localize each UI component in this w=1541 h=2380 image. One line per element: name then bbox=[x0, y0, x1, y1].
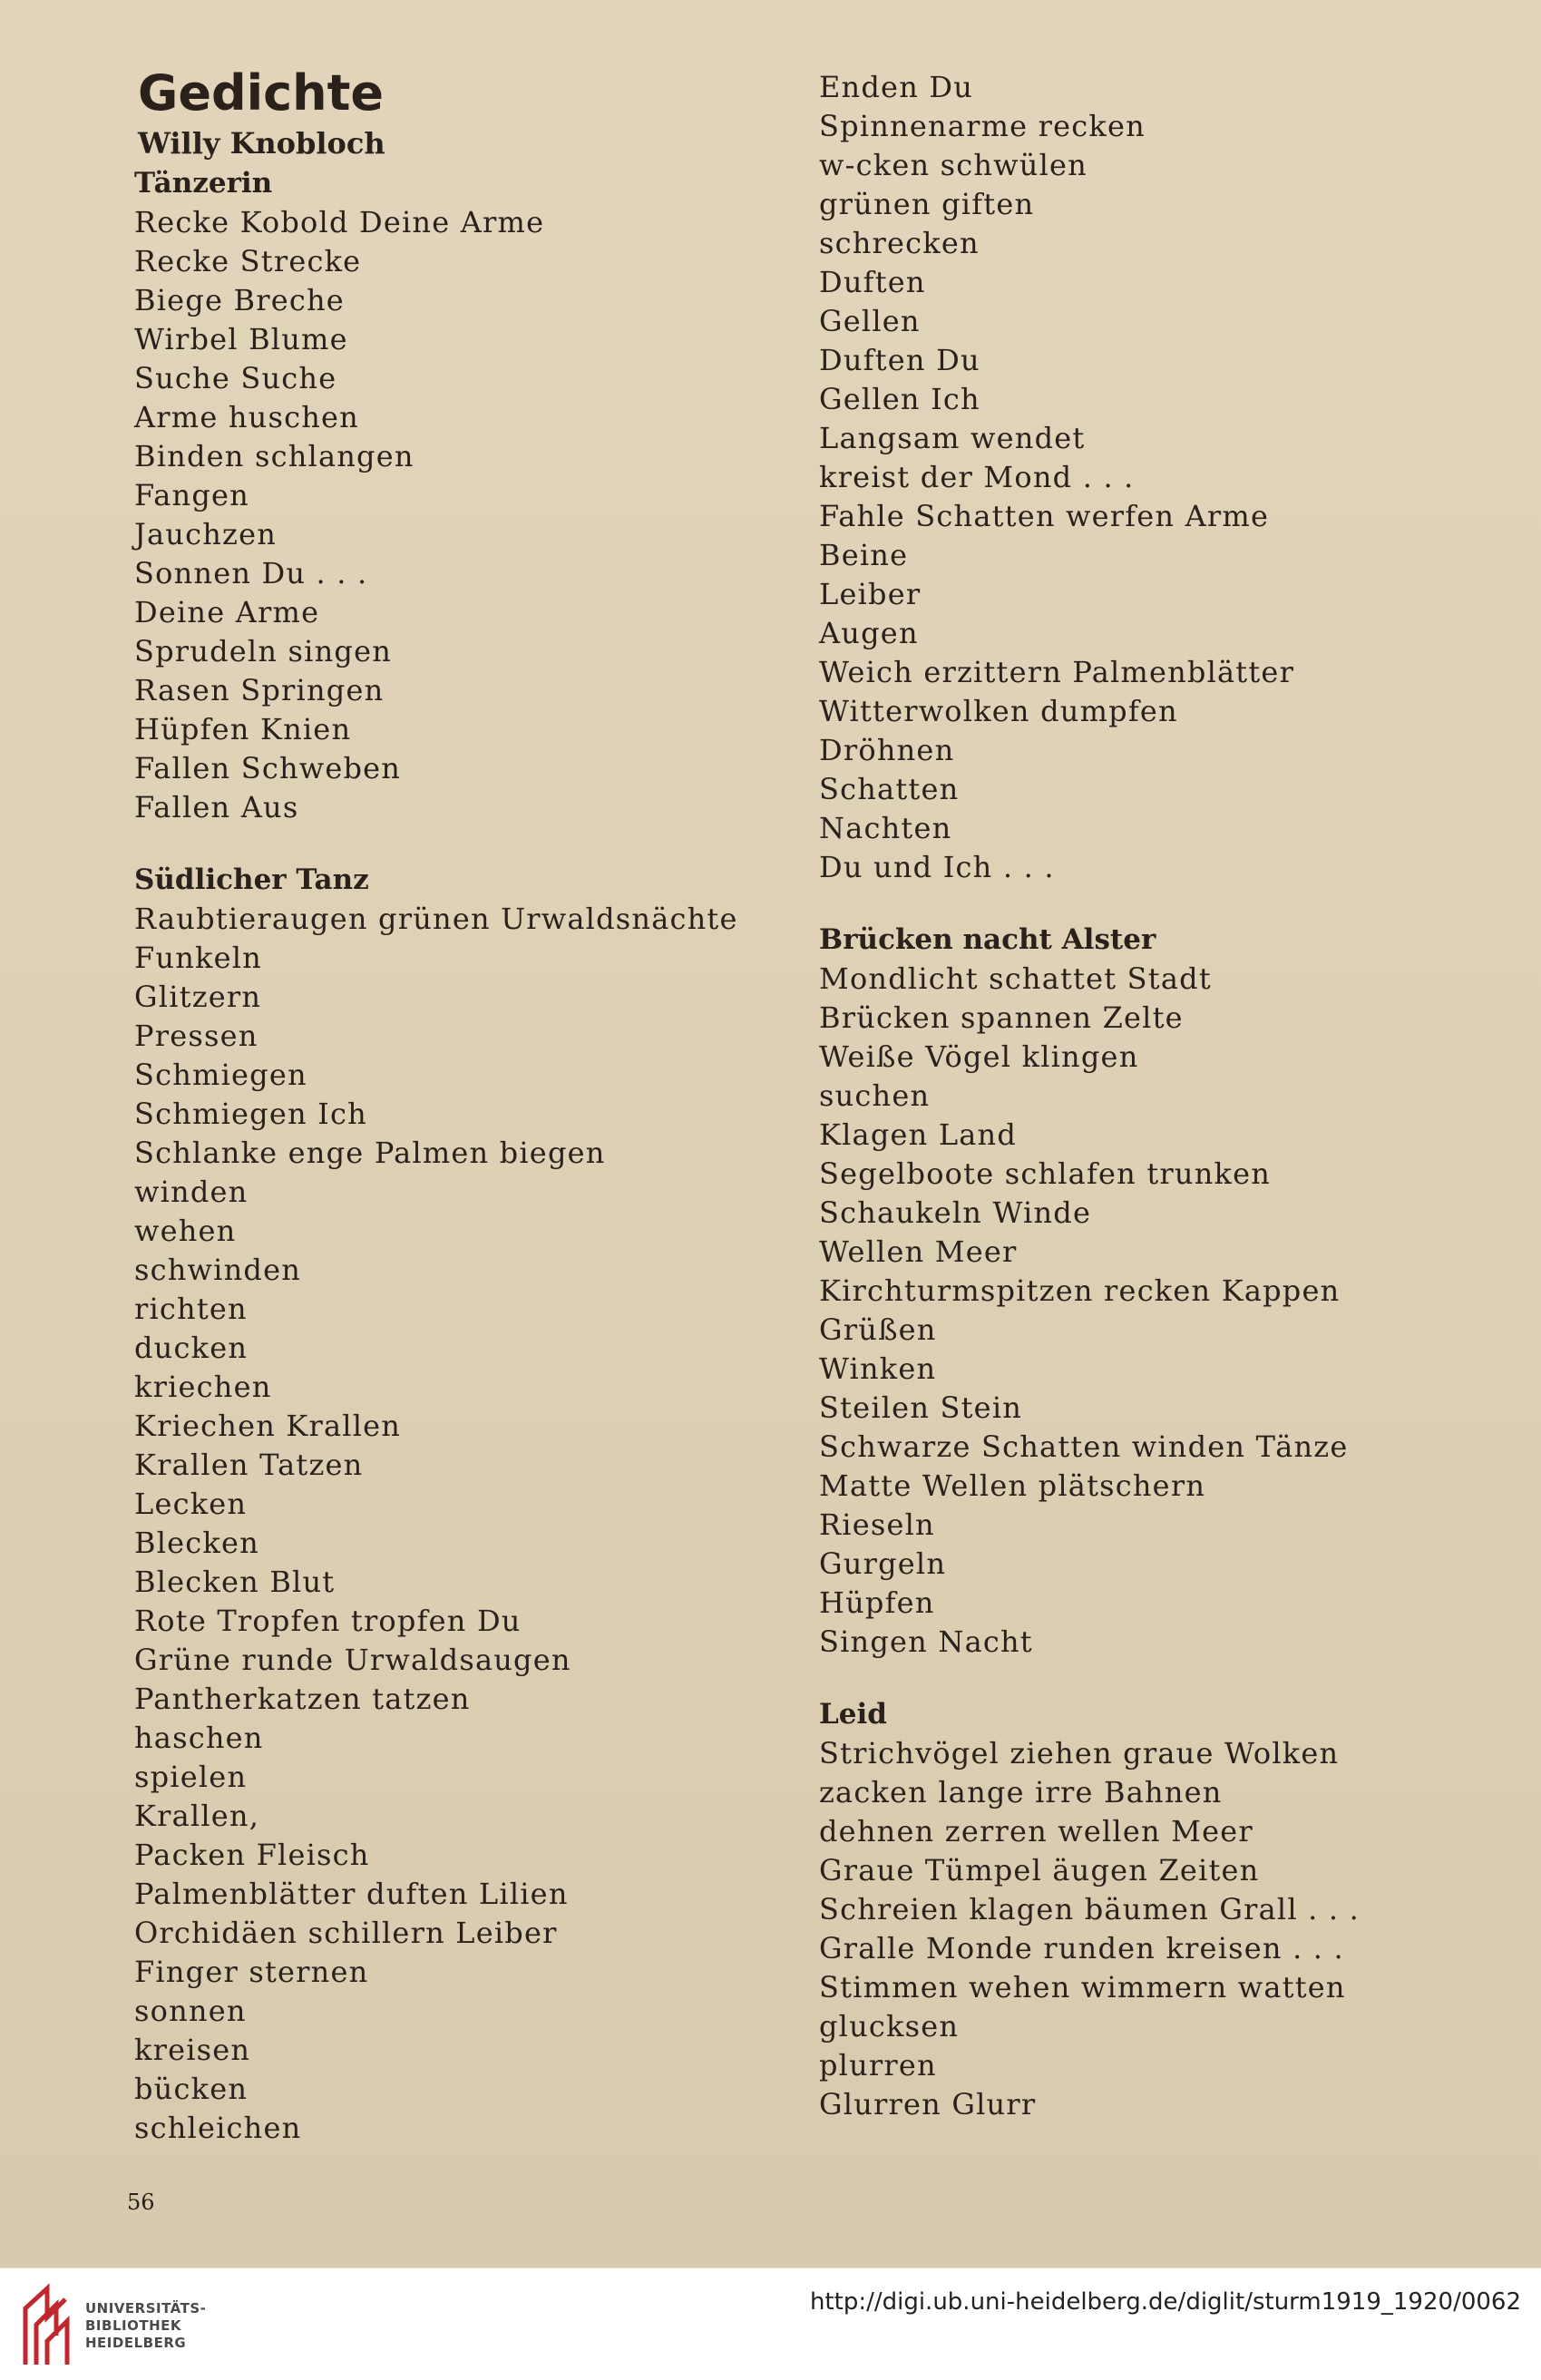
poem-line: Suche Suche bbox=[134, 361, 337, 395]
poem-lines bbox=[134, 900, 824, 2148]
poem-line: Jauchzen bbox=[134, 517, 278, 551]
poem-line: Weich erzittern Palmenblätter bbox=[819, 655, 1295, 689]
poem-line: Schmiegen Ich bbox=[134, 1097, 367, 1131]
library-name-line: UNIVERSITÄTS- bbox=[85, 2299, 207, 2317]
poem-title: Tänzerin bbox=[134, 167, 273, 200]
poem-line: Schreien klagen bäumen Grall . . . bbox=[819, 1892, 1361, 1926]
poem-line: Krallen, bbox=[134, 1799, 260, 1833]
poem-line: Gellen bbox=[819, 304, 921, 338]
poem-line: kriechen bbox=[134, 1370, 272, 1404]
poem-line: schleichen bbox=[134, 2111, 302, 2145]
poem-line: Funkeln bbox=[134, 941, 262, 975]
poem-bruecken-nacht-alster bbox=[819, 920, 1508, 1662]
poem-title: Südlicher Tanz bbox=[134, 863, 369, 896]
poem-line: Matte Wellen plätschern bbox=[819, 1468, 1206, 1503]
poem-lines bbox=[819, 1734, 1508, 2124]
poem-line: Hüpfen Knien bbox=[134, 712, 352, 746]
poem-line: Duften bbox=[819, 265, 926, 299]
poem-line: Schwarze Schatten winden Tänze bbox=[819, 1429, 1349, 1464]
poem-line: Mondlicht schattet Stadt bbox=[819, 961, 1212, 996]
poem-line: Wellen Meer bbox=[819, 1234, 1018, 1269]
poem-line: Palmenblätter duften Lilien bbox=[134, 1877, 569, 1911]
poem-line: Kirchturmspitzen recken Kappen bbox=[819, 1273, 1341, 1308]
poem-line: Nachten bbox=[819, 811, 952, 845]
poem-line: Kriechen Krallen bbox=[134, 1409, 402, 1443]
poem-line: Spinnenarme recken bbox=[819, 109, 1146, 143]
poem-line: Gellen Ich bbox=[819, 382, 980, 416]
poem-taenzerin bbox=[134, 163, 824, 827]
poem-line: Orchidäen schillern Leiber bbox=[134, 1916, 558, 1950]
ub-heidelberg-logo-icon bbox=[20, 2281, 74, 2370]
page-number: 56 bbox=[127, 2190, 155, 2215]
poem-line: Arme huschen bbox=[134, 400, 359, 434]
poem-line: Klagen Land bbox=[819, 1117, 1018, 1152]
poem-line: richten bbox=[134, 1292, 248, 1326]
poem-line: Schlanke enge Palmen biegen bbox=[134, 1136, 606, 1170]
poem-line: spielen bbox=[134, 1760, 248, 1794]
library-name bbox=[85, 2300, 206, 2352]
poem-line: Blecken Blut bbox=[134, 1565, 336, 1599]
poem-line: schrecken bbox=[819, 226, 980, 260]
poem-line: Du und Ich . . . bbox=[819, 850, 1055, 884]
right-column bbox=[819, 68, 1508, 2124]
poem-line: Enden Du bbox=[819, 70, 974, 104]
poem-lines bbox=[819, 68, 1508, 887]
poem-line: Blecken bbox=[134, 1526, 259, 1560]
poem-line: Singen Nacht bbox=[819, 1624, 1033, 1659]
poem-line: haschen bbox=[134, 1721, 264, 1755]
poem-title: Leid bbox=[819, 1698, 887, 1731]
poem-line: Witterwolken dumpfen bbox=[819, 694, 1178, 728]
poem-line: Duften Du bbox=[819, 343, 980, 377]
poem-line: Stimmen wehen wimmern watten bbox=[819, 1970, 1346, 2004]
poem-line: Finger sternen bbox=[134, 1955, 369, 1989]
poem-line: w-cken schwülen bbox=[819, 148, 1087, 182]
poem-line: kreist der Mond . . . bbox=[819, 460, 1135, 494]
poem-line: Sonnen Du . . . bbox=[134, 556, 368, 590]
poem-line: Beine bbox=[819, 538, 909, 572]
poem-line: winden bbox=[134, 1175, 249, 1209]
poem-line: Lecken bbox=[134, 1487, 248, 1521]
poem-lines bbox=[134, 203, 824, 827]
poem-line: Strichvögel ziehen graue Wolken bbox=[819, 1736, 1340, 1770]
poem-line: Leiber bbox=[819, 577, 922, 611]
poem-line: suchen bbox=[819, 1078, 931, 1113]
poem-line: glucksen bbox=[819, 2009, 960, 2043]
poem-line: Grüßen bbox=[819, 1312, 937, 1347]
page-title: Gedichte bbox=[138, 64, 385, 122]
poem-line: Fallen Aus bbox=[134, 790, 299, 824]
poem-line: Glurren Glurr bbox=[819, 2087, 1037, 2122]
poem-line: Packen Fleisch bbox=[134, 1838, 370, 1872]
poem-line: Segelboote schlafen trunken bbox=[819, 1156, 1272, 1191]
poem-line: Schaukeln Winde bbox=[819, 1195, 1092, 1230]
poem-line: Raubtieraugen grünen Urwaldsnächte bbox=[134, 902, 738, 936]
library-name-line: HEIDELBERG bbox=[85, 2334, 187, 2351]
poem-line: Dröhnen bbox=[819, 733, 955, 767]
poem-continuation bbox=[819, 68, 1508, 887]
poem-line: Rote Tropfen tropfen Du bbox=[134, 1604, 522, 1638]
poem-line: Grüne runde Urwaldsaugen bbox=[134, 1643, 571, 1677]
poem-leid bbox=[819, 1694, 1508, 2124]
poem-line: Deine Arme bbox=[134, 595, 320, 629]
poem-line: Biege Breche bbox=[134, 283, 345, 317]
poem-line: Gralle Monde runden kreisen . . . bbox=[819, 1931, 1344, 1965]
poem-line: Recke Strecke bbox=[134, 244, 362, 278]
footer-bar bbox=[0, 2268, 1541, 2380]
poem-line: Recke Kobold Deine Arme bbox=[134, 205, 545, 239]
poem-line: Krallen Tatzen bbox=[134, 1448, 364, 1482]
poem-line: dehnen zerren wellen Meer bbox=[819, 1814, 1253, 1848]
poem-line: Schmiegen bbox=[134, 1058, 307, 1092]
poem-lines bbox=[819, 960, 1508, 1662]
library-logo[interactable] bbox=[20, 2281, 206, 2370]
poem-line: Augen bbox=[819, 616, 919, 650]
poem-line: Fahle Schatten werfen Arme bbox=[819, 499, 1270, 533]
source-url-link[interactable]: http://digi.ub.uni-heidelberg.de/diglit/sturm1919_1920/0062 bbox=[809, 2288, 1521, 2316]
author-name: Willy Knobloch bbox=[138, 126, 385, 161]
poem-suedlicher-tanz bbox=[134, 860, 824, 2148]
poem-line: Pressen bbox=[134, 1019, 258, 1053]
poem-line: Langsam wendet bbox=[819, 421, 1086, 455]
library-name-line: BIBLIOTHEK bbox=[85, 2317, 181, 2334]
poem-line: Wirbel Blume bbox=[134, 322, 348, 356]
poem-line: Glitzern bbox=[134, 980, 262, 1014]
left-column bbox=[134, 63, 824, 2148]
poem-line: sonnen bbox=[134, 1994, 247, 2028]
poem-line: kreisen bbox=[134, 2033, 251, 2067]
poem-line: Gurgeln bbox=[819, 1546, 947, 1581]
poem-line: Winken bbox=[819, 1351, 937, 1386]
poem-line: plurren bbox=[819, 2048, 937, 2082]
poem-line: Steilen Stein bbox=[819, 1390, 1023, 1425]
poem-line: Pantherkatzen tatzen bbox=[134, 1682, 471, 1716]
poem-line: Schatten bbox=[819, 772, 960, 806]
poem-line: Fangen bbox=[134, 478, 249, 512]
poem-line: Rasen Springen bbox=[134, 673, 385, 707]
poem-line: Hüpfen bbox=[819, 1585, 935, 1620]
poem-line: grünen giften bbox=[819, 187, 1035, 221]
poem-line: Binden schlangen bbox=[134, 439, 415, 473]
poem-line: ducken bbox=[134, 1331, 249, 1365]
poem-line: Fallen Schweben bbox=[134, 751, 402, 785]
poem-line: Sprudeln singen bbox=[134, 634, 393, 668]
poem-line: Graue Tümpel äugen Zeiten bbox=[819, 1853, 1260, 1887]
poem-line: bücken bbox=[134, 2072, 249, 2106]
poem-line: Brücken spannen Zelte bbox=[819, 1000, 1184, 1035]
poem-line: wehen bbox=[134, 1214, 237, 1248]
poem-line: zacken lange irre Bahnen bbox=[819, 1775, 1223, 1809]
poem-line: schwinden bbox=[134, 1253, 302, 1287]
poem-title: Brücken nacht Alster bbox=[819, 923, 1156, 956]
poem-line: Rieseln bbox=[819, 1507, 935, 1542]
poem-line: Weiße Vögel klingen bbox=[819, 1039, 1139, 1074]
